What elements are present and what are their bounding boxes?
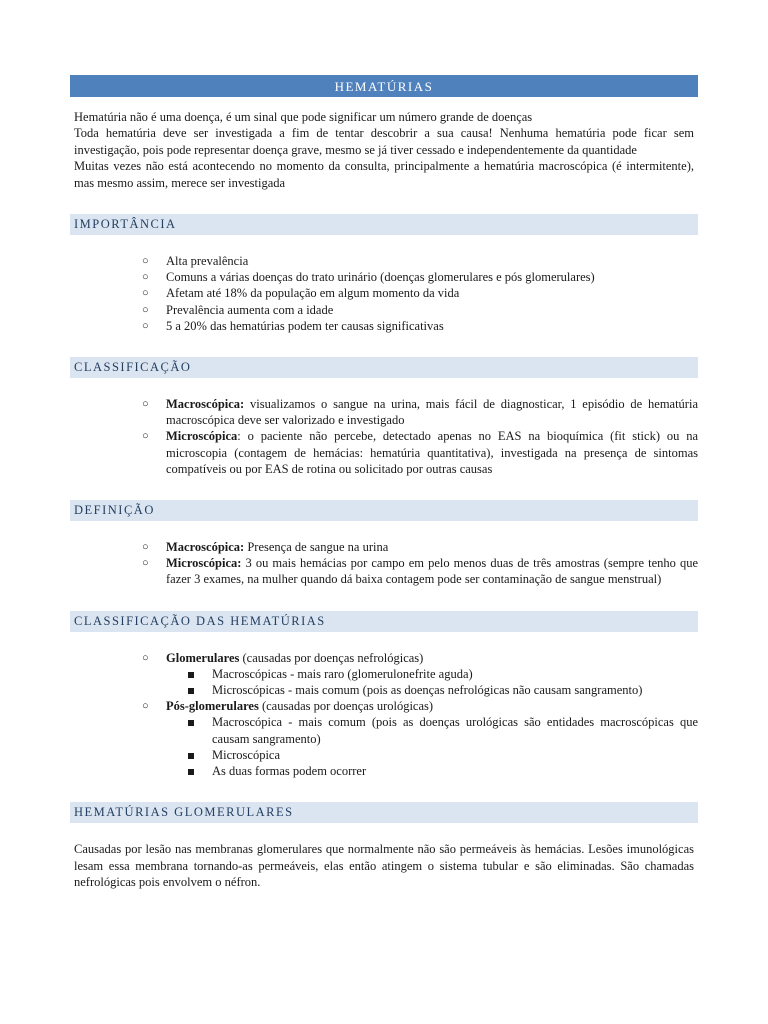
list-item: ○ Microscópica: o paciente não percebe, detectado apenas no EAS na bioquímica (fit stick) ou na microscopia (contagem de hemácias: hematúria quantitativa), investigada na presença de sintomas compatíveis ou por EAS de rotina ou solicitado por outras causas [142,429,698,476]
list-item: ○ Alta prevalência [142,254,249,269]
circle-bullet-icon: ○ [142,255,149,268]
document-title: HEMATÚRIAS [70,75,698,97]
term: Microscópica [166,429,238,444]
list-item: ○ Afetam até 18% da população em algum momento da vida [142,286,460,301]
square-bullet-icon [188,688,194,694]
list-item: ○ 5 a 20% das hematúrias podem ter causas significativas [142,318,444,333]
sub-list-item: Macroscópicas - mais raro (glomerulonefrite aguda) [166,666,698,682]
square-bullet-icon [188,720,194,726]
circle-bullet-icon: ○ [142,430,149,443]
section-heading-definicao: DEFINIÇÃO [70,500,698,521]
circle-bullet-icon: ○ [142,287,149,300]
importancia-list [70,253,698,334]
term: Glomerulares [166,650,240,665]
sub-list [166,666,698,698]
list-item: ○ Microscópica: 3 ou mais hemácias por campo em pelo menos duas de três amostras (sempre tenho que fazer 3 exames, na mulher quando dá baixa contagem pode ser contaminação de sangue menstrual) [142,556,698,587]
definicao-list [70,539,698,588]
intro-paragraph: Toda hematúria deve ser investigada a fim de tentar descobrir a sua causa! Nenhuma hematúria pode ficar sem investigação, pois pode representar doença grave, mesmo se já tiver cessado e independentemente da quantidade [74,126,694,157]
list-item: ○ Macroscópica: Presença de sangue na urina [142,540,389,555]
circle-bullet-icon: ○ [142,541,149,554]
classificacao-list [70,396,698,477]
sub-list-item: Microscópicas - mais comum (pois as doenças nefrológicas não causam sangramento) [166,682,698,698]
list-item: ○ Glomerulares (causadas por doenças nefrológicas) Macroscópicas - mais raro (glomerulonefrite aguda) Microscópicas - mais comum (pois as doenças nefrológicas não causam sangramento) [70,650,698,699]
section-heading-classificacao: CLASSIFICAÇÃO [70,357,698,378]
glomerulares-paragraph: Causadas por lesão nas membranas glomerulares que normalmente não são permeáveis às hemácias. Lesões imunológicas lesam essa membrana tornando-as permeáveis, elas então atingem o sistema tubular e são eliminadas. São chamadas nefrológicas pois envolvem o néfron. [74,842,694,890]
term: Microscópica: [166,556,242,571]
sub-list [166,714,698,779]
intro-paragraph: Muitas vezes não está acontecendo no momento da consulta, principalmente a hematúria macroscópica (é intermitente), mas mesmo assim, merece ser investigada [74,159,694,190]
circle-bullet-icon: ○ [142,319,149,332]
intro-section [70,109,698,191]
sub-list-item: Microscópica [166,747,698,763]
circle-bullet-icon: ○ [142,303,149,316]
section-heading-importancia: IMPORTÂNCIA [70,214,698,235]
sub-list-item: As duas formas podem ocorrer [166,763,698,779]
circle-bullet-icon: ○ [142,557,149,570]
list-item: ○ Pós-glomerulares (causadas por doenças urológicas) Macroscópica - mais comum (pois as doenças urológicas são entidades macroscópicas que causam sangramento) Microscópica As duas formas podem ocorrer [142,699,698,779]
term: Pós-glomerulares [166,699,259,714]
sub-list-item: Macroscópica - mais comum (pois as doenças urológicas são entidades macroscópicas que causam sangramento) [166,714,698,746]
circle-bullet-icon: ○ [142,271,149,284]
square-bullet-icon [188,753,194,759]
intro-paragraph: Hematúria não é uma doença, é um sinal que pode significar um número grande de doenças [74,110,533,124]
term: Macroscópica: [166,397,245,412]
circle-bullet-icon: ○ [142,398,149,411]
square-bullet-icon [188,672,194,678]
document-page [70,75,698,891]
classificacao-hematurias-list [70,650,698,780]
circle-bullet-icon: ○ [142,651,149,664]
list-item: ○ Comuns a várias doenças do trato urinário (doenças glomerulares e pós glomerulares) [142,270,595,285]
section-heading-hematurias-glomerulares: HEMATÚRIAS GLOMERULARES [70,802,698,823]
square-bullet-icon [188,769,194,775]
section-heading-classificacao-hematurias: CLASSIFICAÇÃO DAS HEMATÚRIAS [70,611,698,632]
list-item: ○ Prevalência aumenta com a idade [142,302,334,317]
term: Macroscópica: [166,540,245,555]
circle-bullet-icon: ○ [142,700,149,713]
list-item: ○ Macroscópica: visualizamos o sangue na urina, mais fácil de diagnosticar, 1 episódio de hematúria macroscópica deve ser valorizado e investigado [142,397,698,428]
